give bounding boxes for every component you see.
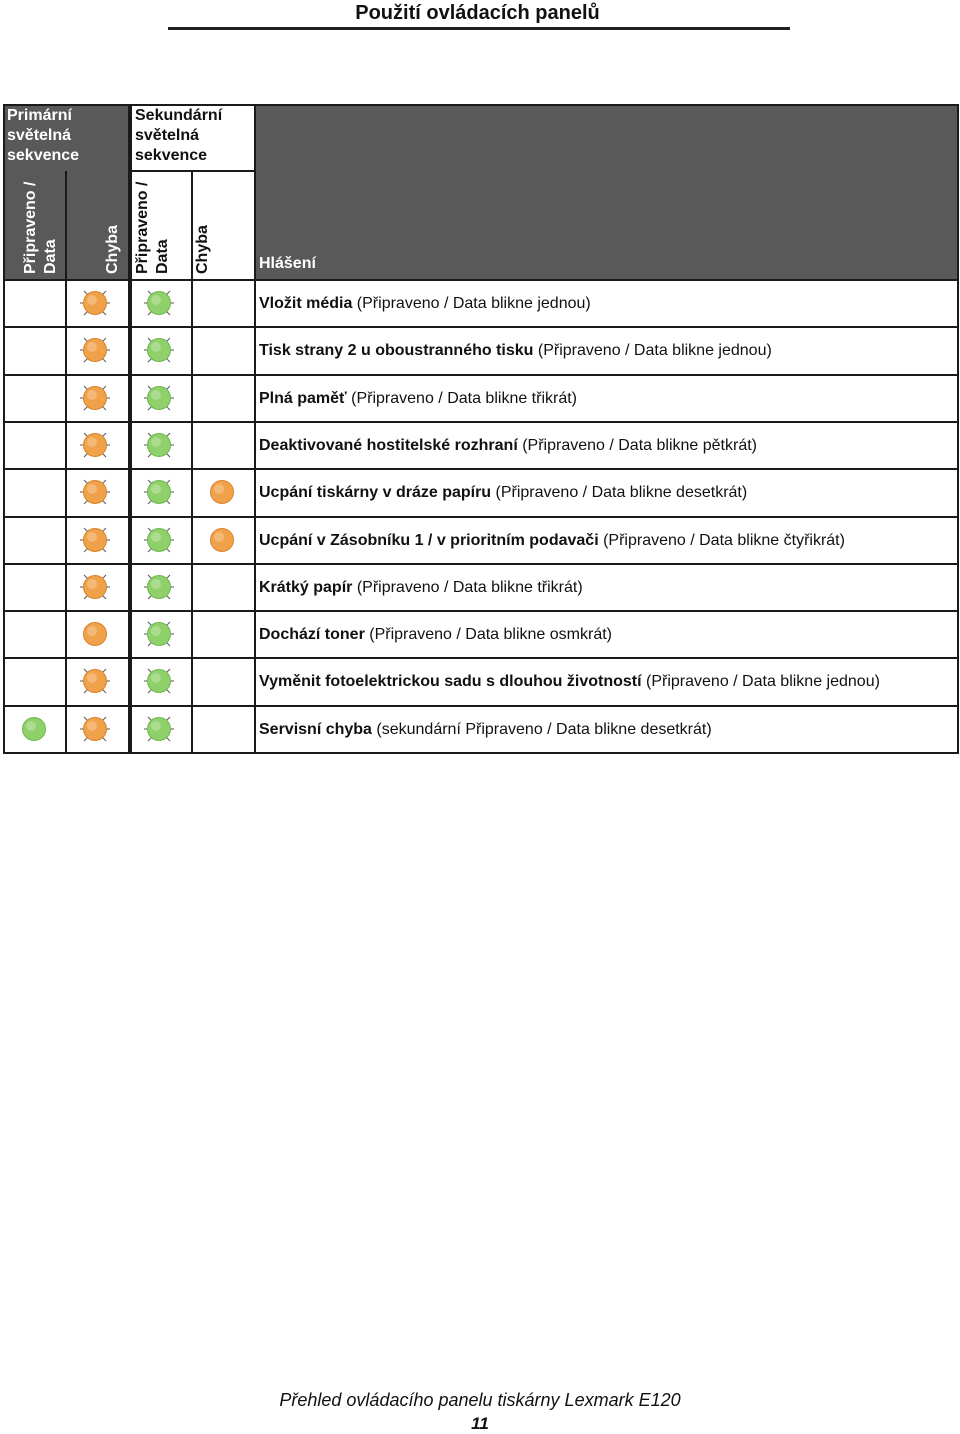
message-detail: (Připraveno / Data blikne pětkrát) (517, 436, 757, 454)
footer-title: Přehled ovládacího panelu tiskárny Lexmark E120 (279, 1390, 681, 1410)
col-header-message: Hlášení (259, 255, 316, 272)
blinking-green-light-icon (141, 711, 177, 747)
message-text (259, 517, 845, 564)
message-detail: (Připraveno / Data blikne třikrát) (346, 389, 578, 407)
col-header-secondary-error: Chyba (194, 225, 211, 274)
message-title: Plná paměť (259, 389, 347, 407)
message-text (259, 611, 612, 658)
message-text (259, 327, 772, 374)
message-text (259, 422, 757, 469)
blinking-orange-light-icon (77, 569, 113, 605)
table-row (3, 706, 959, 753)
blinking-green-light-icon (141, 332, 177, 368)
blinking-green-light-icon (141, 663, 177, 699)
blinking-green-light-icon (141, 616, 177, 652)
message-text (259, 658, 880, 705)
blinking-green-light-icon (141, 285, 177, 321)
table-row (3, 658, 959, 705)
message-text (259, 469, 747, 516)
message-title: Servisní chyba (259, 720, 372, 738)
primary-sequence-label: Primární světelná sekvence (7, 107, 80, 164)
message-detail: (Připraveno / Data blikne desetkrát) (491, 484, 748, 502)
blinking-orange-light-icon (77, 711, 113, 747)
message-text (259, 280, 591, 327)
message-title: Vyměnit fotoelektrickou sadu s dlouhou životností (259, 673, 642, 691)
table-row (3, 327, 959, 374)
blinking-orange-light-icon (77, 285, 113, 321)
blinking-orange-light-icon (77, 332, 113, 368)
steady-green-light-icon (16, 711, 52, 747)
blinking-orange-light-icon (77, 663, 113, 699)
message-title: Tisk strany 2 u oboustranného tisku (259, 342, 534, 360)
message-text (259, 375, 577, 422)
table-row (3, 280, 959, 327)
page-title: Použití ovládacích panelů (355, 2, 600, 24)
message-title: Ucpání tiskárny v dráze papíru (259, 484, 492, 502)
message-detail: (Připraveno / Data blikne jednou) (641, 673, 880, 691)
light-sequence-table (3, 104, 959, 754)
message-title: Ucpání v Zásobníku 1 / v prioritním podavači (259, 531, 599, 549)
message-detail: (sekundární Připraveno / Data blikne desetkrát) (371, 720, 712, 738)
message-text (259, 564, 583, 611)
secondary-sequence-label: Sekundární světelná sekvence (135, 107, 223, 164)
table-row (3, 469, 959, 516)
col-header-primary-ready: Připraveno / Data (22, 181, 59, 274)
col-header-primary-error: Chyba (104, 225, 121, 274)
message-detail: (Připraveno / Data blikne jednou) (352, 295, 591, 312)
message-detail: (Připraveno / Data blikne čtyřikrát) (598, 531, 845, 549)
table-row (3, 422, 959, 469)
blinking-orange-light-icon (77, 522, 113, 558)
table-row (3, 564, 959, 611)
page-number: 11 (471, 1414, 489, 1433)
message-title: Dochází toner (259, 626, 365, 644)
message-detail: (Připraveno / Data blikne třikrát) (352, 578, 583, 596)
table-row (3, 517, 959, 564)
secondary-sequence-header (131, 104, 255, 171)
blinking-orange-light-icon (77, 474, 113, 510)
blinking-green-light-icon (141, 474, 177, 510)
primary-sequence-header (3, 104, 129, 171)
message-detail: (Připraveno / Data blikne osmkrát) (364, 626, 612, 644)
steady-orange-light-icon (204, 522, 240, 558)
blinking-orange-light-icon (77, 380, 113, 416)
table-row (3, 611, 959, 658)
message-title: Vložit média (259, 295, 353, 312)
message-detail: (Připraveno / Data blikne jednou) (533, 342, 772, 360)
blinking-green-light-icon (141, 427, 177, 463)
steady-orange-light-icon (77, 616, 113, 652)
message-title: Deaktivované hostitelské rozhraní (259, 436, 518, 454)
message-text (259, 706, 712, 753)
blinking-green-light-icon (141, 522, 177, 558)
blinking-green-light-icon (141, 380, 177, 416)
blinking-green-light-icon (141, 569, 177, 605)
message-title: Krátký papír (259, 578, 353, 596)
steady-orange-light-icon (204, 474, 240, 510)
title-rule (168, 27, 790, 30)
blinking-orange-light-icon (77, 427, 113, 463)
table-row (3, 375, 959, 422)
message-header-bg (255, 104, 959, 280)
col-header-secondary-ready: Připraveno / Data (134, 181, 171, 274)
